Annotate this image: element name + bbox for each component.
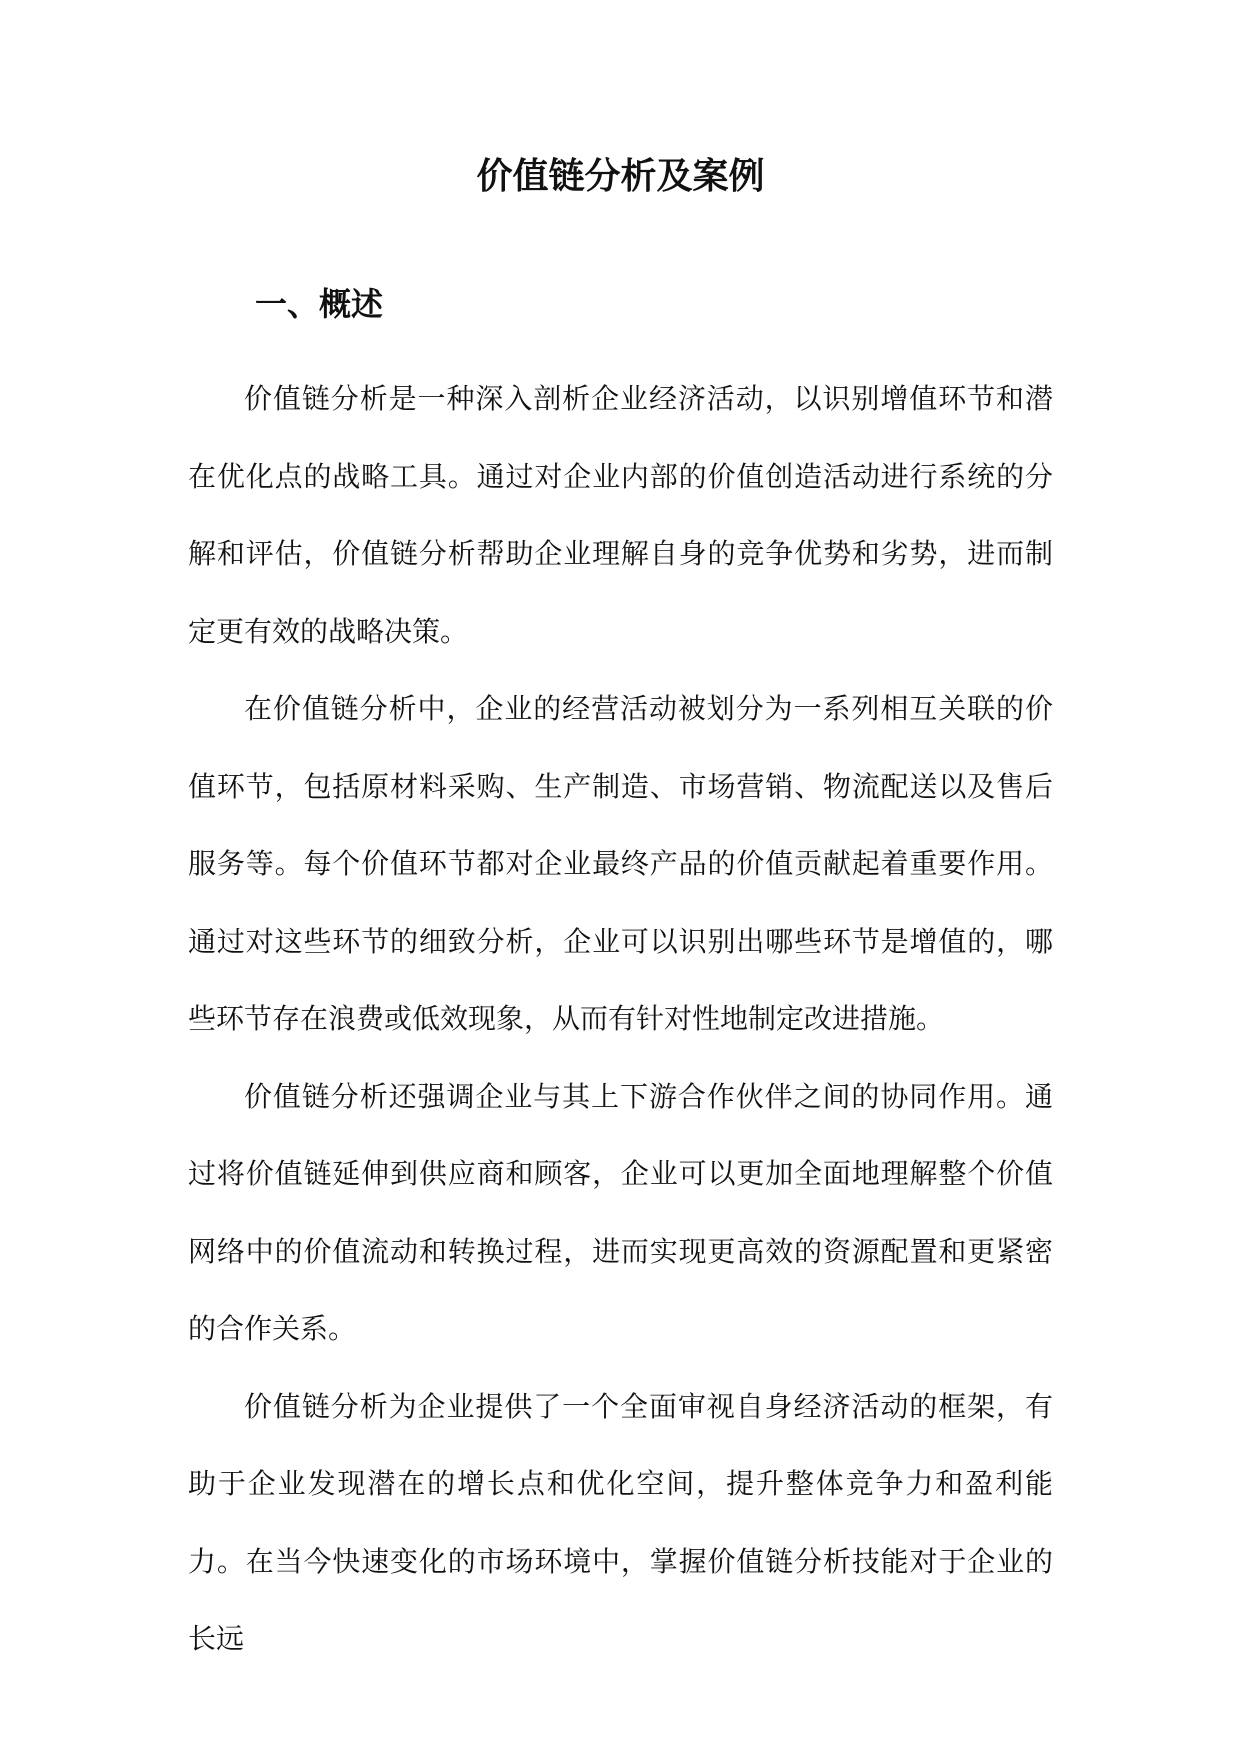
section-heading-overview: 一、概述 [255,285,384,323]
paragraph-2: 在价值链分析中，企业的经营活动被划分为一系列相互关联的价值环节，包括原材料采购、生产制造、市场营销、物流配送以及售后服务等。每个价值环节都对企业最终产品的价值贡献起着重要作用。通过对这些环节的细致分析，企业可以识别出哪些环节是增值的，哪些环节存在浪费或低效现象，从而有针对性地制定改进措施。 [188,692,1053,1035]
paragraph-4: 价值链分析为企业提供了一个全面审视自身经济活动的框架，有助于企业发现潜在的增长点和优化空间，提升整体竞争力和盈利能力。在当今快速变化的市场环境中，掌握价值链分析技能对于企业的长远 [188,1389,1053,1655]
paragraph-1: 价值链分析是一种深入剖析企业经济活动，以识别增值环节和潜在优化点的战略工具。通过对企业内部的价值创造活动进行系统的分解和评估，价值链分析帮助企业理解自身的竞争优势和劣势，进而制定更有效的战略决策。 [188,382,1053,648]
document-title: 价值链分析及案例 [476,155,765,197]
paragraph-3: 价值链分析还强调企业与其上下游合作伙伴之间的协同作用。通过将价值链延伸到供应商和顾客，企业可以更加全面地理解整个价值网络中的价值流动和转换过程，进而实现更高效的资源配置和更紧密的合作关系。 [188,1079,1053,1345]
body-text [188,360,1053,1678]
